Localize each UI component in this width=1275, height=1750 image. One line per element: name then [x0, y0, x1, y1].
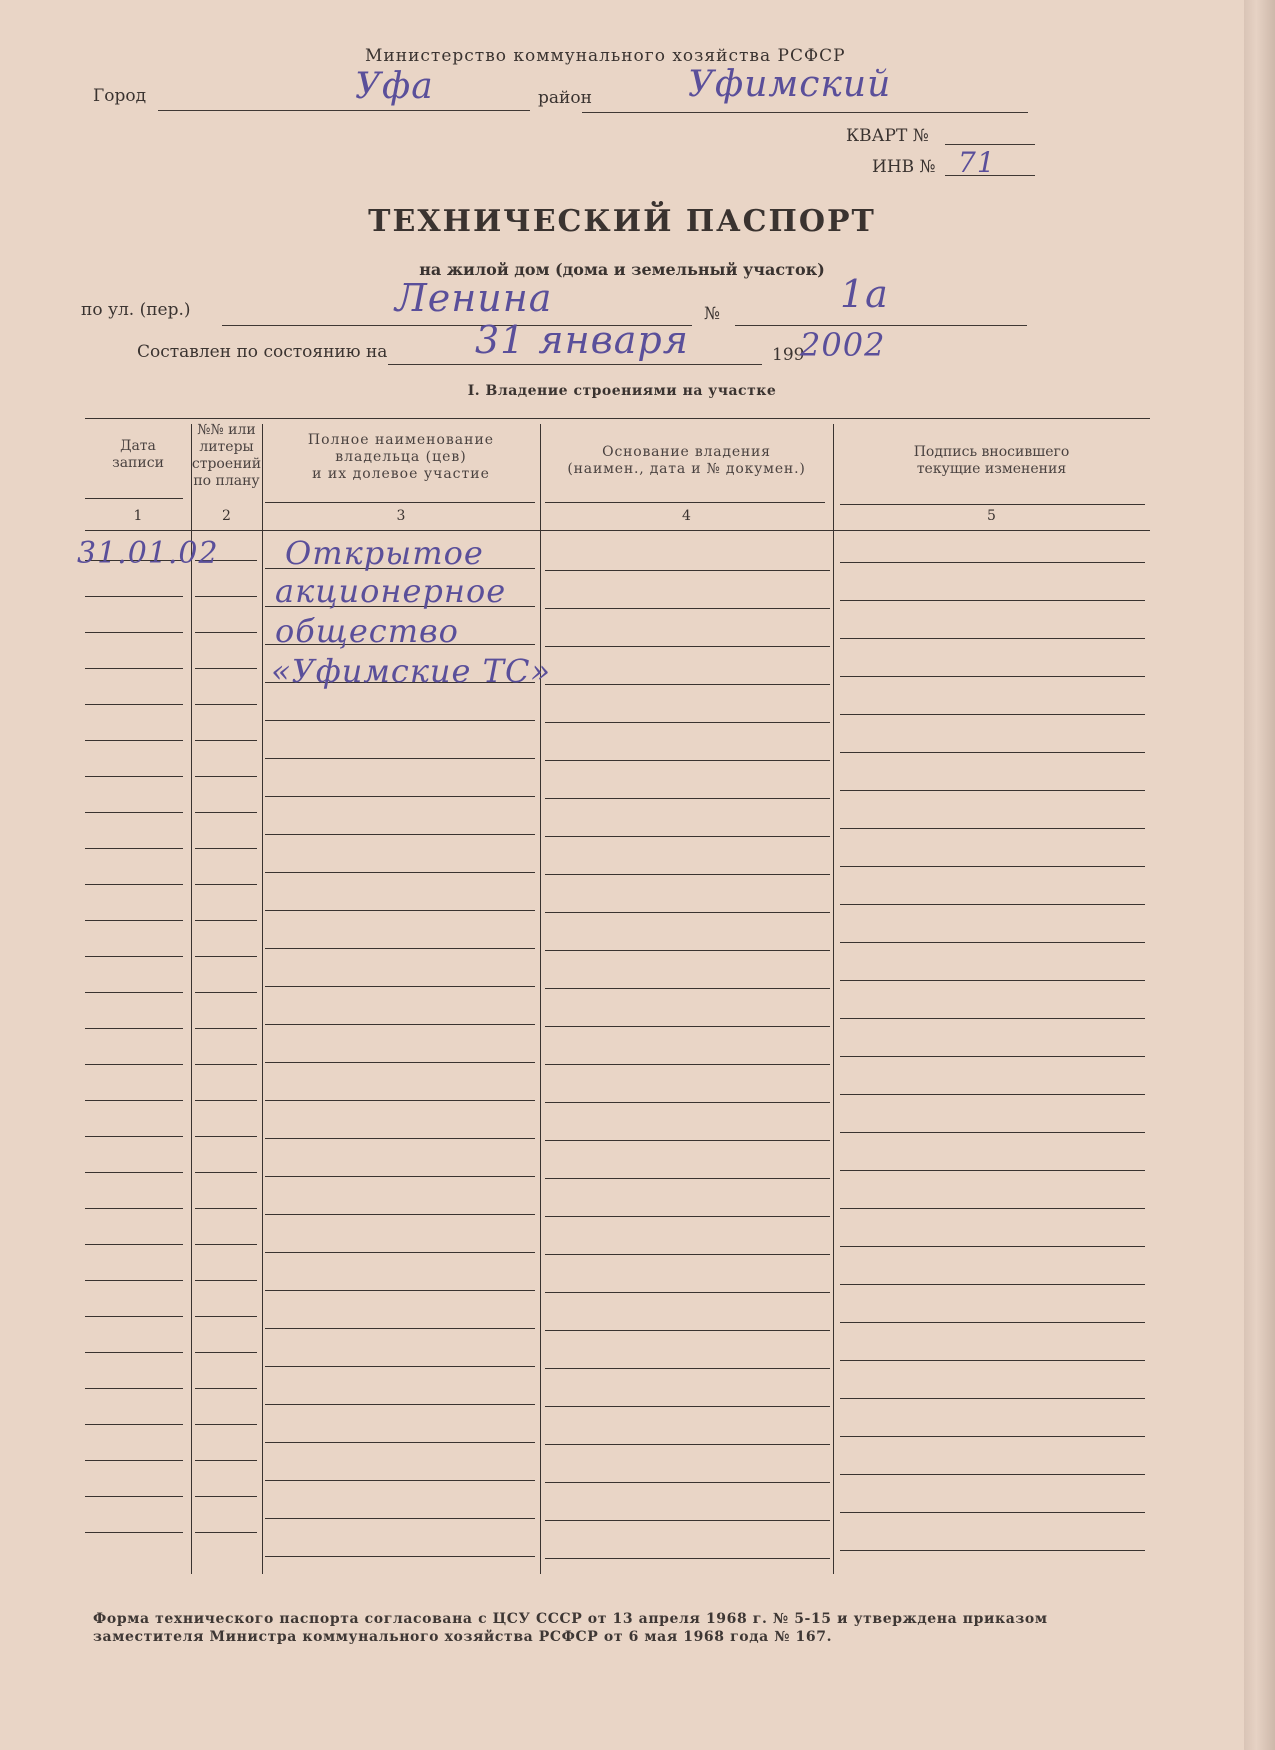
header-date: Дата записи [112, 438, 164, 471]
entry-owner-line-1: Открытое [285, 534, 484, 572]
row-rule-col5-9 [840, 904, 1145, 905]
row-rule-col1-10 [85, 920, 183, 921]
row-rule-col3-15 [265, 1138, 535, 1139]
row-rule-col3-6 [265, 796, 535, 797]
row-rule-col4-14 [545, 1102, 830, 1103]
row-rule-col4-18 [545, 1254, 830, 1255]
row-rule-col5-12 [840, 1018, 1145, 1019]
kvart-underline [945, 144, 1035, 145]
row-rule-col2-23 [195, 1388, 257, 1389]
row-rule-col1-20 [85, 1280, 183, 1281]
row-rule-col2-3 [195, 668, 257, 669]
row-rule-col3-11 [265, 986, 535, 987]
entry-owner-line-4: «Уфимские ТС» [271, 652, 552, 690]
row-rule-col3-4 [265, 720, 535, 721]
row-rule-col5-1 [840, 600, 1145, 601]
row-rule-col3-25 [265, 1518, 535, 1519]
ownership-table [77, 418, 1150, 1573]
row-rule-col2-2 [195, 632, 257, 633]
row-rule-col4-1 [545, 608, 830, 609]
row-rule-col4-11 [545, 988, 830, 989]
row-rule-col4-26 [545, 1558, 830, 1559]
row-rule-col3-9 [265, 910, 535, 911]
form-footnote: Форма технического паспорта согласована с ЦСУ СССР от 13 апреля 1968 г. № 5-15 и утверждена приказом заместителя Министра коммунального хозяйства РСФСР от 6 мая 1968 года № 167. [93, 1611, 1048, 1645]
header-rule-5 [840, 504, 1145, 505]
row-rule-col4-9 [545, 912, 830, 913]
row-rule-col5-0 [840, 562, 1145, 563]
row-rule-col3-7 [265, 834, 535, 835]
row-rule-col4-17 [545, 1216, 830, 1217]
row-rule-col4-7 [545, 836, 830, 837]
header-owner: Полное наименование владельца (цев) и их долевое участие [307, 432, 495, 482]
row-rule-col1-22 [85, 1352, 183, 1353]
year-value: 2002 [800, 326, 886, 364]
row-rule-col5-14 [840, 1094, 1145, 1095]
row-rule-col3-22 [265, 1404, 535, 1405]
row-rule-col3-17 [265, 1214, 535, 1215]
street-value: Ленина [395, 276, 553, 320]
row-rule-col3-13 [265, 1062, 535, 1063]
header-rule-4 [545, 502, 825, 503]
row-rule-col1-26 [85, 1496, 183, 1497]
city-underline [158, 110, 530, 111]
row-rule-col1-11 [85, 956, 183, 957]
state-underline [388, 364, 762, 365]
row-rule-col1-1 [85, 596, 183, 597]
row-rule-col2-9 [195, 884, 257, 885]
row-rule-col3-19 [265, 1290, 535, 1291]
row-rule-col2-8 [195, 848, 257, 849]
row-rule-col4-12 [545, 1026, 830, 1027]
row-rule-col3-5 [265, 758, 535, 759]
row-rule-col1-6 [85, 776, 183, 777]
row-rule-col2-1 [195, 596, 257, 597]
row-rule-col1-25 [85, 1460, 183, 1461]
row-rule-col1-18 [85, 1208, 183, 1209]
row-rule-col5-23 [840, 1436, 1145, 1437]
row-rule-col5-2 [840, 638, 1145, 639]
row-rule-col1-7 [85, 812, 183, 813]
row-rule-col4-13 [545, 1064, 830, 1065]
row-rule-col1-23 [85, 1388, 183, 1389]
row-rule-col1-4 [85, 704, 183, 705]
row-rule-col4-10 [545, 950, 830, 951]
row-rule-col4-3 [545, 684, 830, 685]
row-rule-col1-14 [85, 1064, 183, 1065]
row-rule-col5-8 [840, 866, 1145, 867]
row-rule-col5-4 [840, 714, 1145, 715]
col-number-4: 4 [682, 508, 691, 524]
header-rule-3 [265, 502, 535, 503]
col-number-5: 5 [987, 508, 996, 524]
row-rule-col1-2 [85, 632, 183, 633]
row-rule-col1-9 [85, 884, 183, 885]
row-rule-col2-15 [195, 1100, 257, 1101]
row-rule-col5-19 [840, 1284, 1145, 1285]
row-rule-col2-20 [195, 1280, 257, 1281]
row-rule-col2-7 [195, 812, 257, 813]
row-rule-col2-10 [195, 920, 257, 921]
row-rule-col1-8 [85, 848, 183, 849]
row-rule-col2-14 [195, 1064, 257, 1065]
col-number-1: 1 [133, 508, 143, 524]
row-rule-col5-20 [840, 1322, 1145, 1323]
row-rule-col4-21 [545, 1368, 830, 1369]
row-rule-col1-13 [85, 1028, 183, 1029]
row-rule-col1-3 [85, 668, 183, 669]
page-edge-shadow [1244, 0, 1275, 1750]
inv-value: 71 [958, 146, 996, 179]
row-rule-col1-15 [85, 1100, 183, 1101]
state-value: 31 января [475, 318, 689, 362]
street-label: по ул. (пер.) [81, 300, 191, 320]
row-rule-col2-17 [195, 1172, 257, 1173]
state-label: Составлен по состоянию на [137, 342, 388, 362]
col-number-3: 3 [396, 508, 406, 524]
row-rule-col4-6 [545, 798, 830, 799]
row-rule-col5-16 [840, 1170, 1145, 1171]
row-rule-col5-11 [840, 980, 1145, 981]
row-rule-col2-13 [195, 1028, 257, 1029]
row-rule-col4-5 [545, 760, 830, 761]
row-rule-col1-17 [85, 1172, 183, 1173]
row-rule-col4-22 [545, 1406, 830, 1407]
row-rule-col2-16 [195, 1136, 257, 1137]
row-rule-col4-25 [545, 1520, 830, 1521]
row-rule-col3-14 [265, 1100, 535, 1101]
col-divider-1 [191, 424, 192, 1574]
ministry-heading: Министерство коммунального хозяйства РСФСР [365, 46, 846, 66]
row-rule-col2-19 [195, 1244, 257, 1245]
row-rule-col4-23 [545, 1444, 830, 1445]
number-value: 1а [840, 272, 889, 316]
row-rule-col2-22 [195, 1352, 257, 1353]
row-rule-col3-10 [265, 948, 535, 949]
row-rule-col4-20 [545, 1330, 830, 1331]
col-divider-3 [540, 424, 541, 1574]
col-divider-2 [262, 424, 263, 1574]
district-value: Уфимский [688, 64, 892, 105]
row-rule-col5-6 [840, 790, 1145, 791]
row-rule-col4-19 [545, 1292, 830, 1293]
district-underline [582, 112, 1028, 113]
row-rule-col2-21 [195, 1316, 257, 1317]
row-rule-col3-18 [265, 1252, 535, 1253]
row-rule-col4-2 [545, 646, 830, 647]
row-rule-col3-23 [265, 1442, 535, 1443]
row-rule-col2-26 [195, 1496, 257, 1497]
row-rule-col5-26 [840, 1550, 1145, 1551]
header-signature: Подпись вносившего текущие изменения [913, 444, 1070, 477]
row-rule-col3-16 [265, 1176, 535, 1177]
row-rule-col4-15 [545, 1140, 830, 1141]
table-top-rule [85, 418, 1150, 419]
row-rule-col5-24 [840, 1474, 1145, 1475]
kvart-label: КВАРТ № [846, 126, 929, 146]
row-rule-col5-5 [840, 752, 1145, 753]
row-rule-col2-5 [195, 740, 257, 741]
row-rule-col3-20 [265, 1328, 535, 1329]
row-rule-col5-10 [840, 942, 1145, 943]
entry-date: 31.01.02 [77, 536, 219, 571]
entry-owner-line-3: общество [275, 612, 459, 650]
row-rule-col2-4 [195, 704, 257, 705]
row-rule-col3-24 [265, 1480, 535, 1481]
row-rule-col5-21 [840, 1360, 1145, 1361]
row-rule-col3-26 [265, 1556, 535, 1557]
row-rule-col5-15 [840, 1132, 1145, 1133]
row-rule-col3-12 [265, 1024, 535, 1025]
row-rule-col1-5 [85, 740, 183, 741]
row-rule-col4-0 [545, 570, 830, 571]
row-rule-col5-22 [840, 1398, 1145, 1399]
row-rule-col4-8 [545, 874, 830, 875]
header-letters: №№ или литеры строений по плану [191, 422, 262, 489]
city-label: Город [93, 86, 147, 106]
row-rule-col1-21 [85, 1316, 183, 1317]
row-rule-col5-18 [840, 1246, 1145, 1247]
row-rule-col1-16 [85, 1136, 183, 1137]
section-title: I. Владение строениями на участке [467, 383, 777, 399]
col-divider-4 [833, 424, 834, 1574]
row-rule-col2-27 [195, 1532, 257, 1533]
row-rule-col2-12 [195, 992, 257, 993]
row-rule-col2-11 [195, 956, 257, 957]
row-rule-col5-3 [840, 676, 1145, 677]
entry-owner-line-2: акционерное [275, 572, 507, 610]
row-rule-col1-12 [85, 992, 183, 993]
row-rule-col3-8 [265, 872, 535, 873]
inv-label: ИНВ № [872, 157, 936, 177]
row-rule-col3-21 [265, 1366, 535, 1367]
row-rule-col2-24 [195, 1424, 257, 1425]
row-rule-col5-25 [840, 1512, 1145, 1513]
row-rule-col5-17 [840, 1208, 1145, 1209]
header-rule-1 [85, 498, 183, 499]
document-subtitle: на жилой дом (дома и земельный участок) [419, 260, 825, 279]
row-rule-col1-19 [85, 1244, 183, 1245]
row-rule-col5-7 [840, 828, 1145, 829]
row-rule-col2-6 [195, 776, 257, 777]
header-basis: Основание владения (наимен., дата и № докумен.) [567, 444, 806, 477]
number-label: № [704, 304, 721, 324]
year-prefix: 199 [772, 345, 805, 365]
row-rule-col2-18 [195, 1208, 257, 1209]
district-label: район [538, 88, 592, 108]
row-rule-col4-16 [545, 1178, 830, 1179]
document-title: ТЕХНИЧЕСКИЙ ПАСПОРТ [368, 204, 876, 239]
col-number-2: 2 [222, 508, 231, 524]
row-rule-col2-25 [195, 1460, 257, 1461]
row-rule-col5-13 [840, 1056, 1145, 1057]
row-rule-col4-24 [545, 1482, 830, 1483]
row-rule-col1-24 [85, 1424, 183, 1425]
row-rule-col4-4 [545, 722, 830, 723]
column-number-rule [85, 530, 1150, 531]
city-value: Уфа [355, 66, 434, 107]
row-rule-col1-27 [85, 1532, 183, 1533]
